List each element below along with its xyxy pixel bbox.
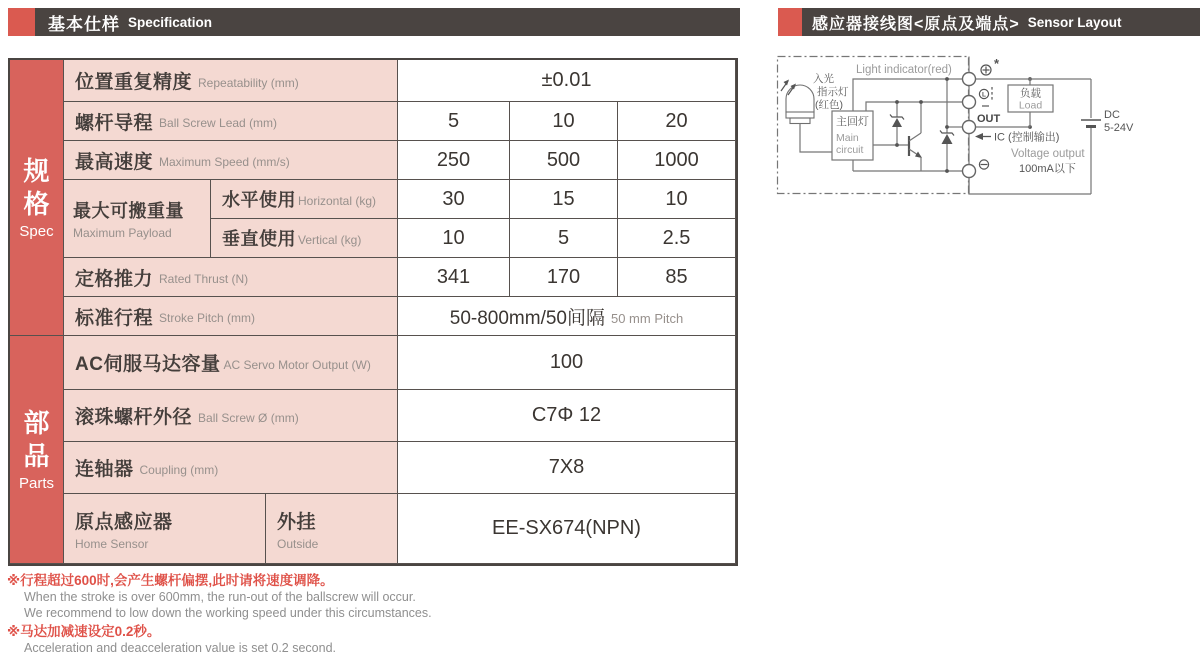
row-coupling-label <box>64 442 398 494</box>
section-parts <box>10 336 64 564</box>
note-1-zh: ※行程超过600时,会产生螺杆偏摆,此时请将速度调降。 <box>7 573 334 588</box>
value-coupling: 7X8 <box>398 442 736 494</box>
value-speed-3: 1000 <box>618 141 736 180</box>
value-speed-2: 500 <box>510 141 618 180</box>
row-thrust-en: Rated Thrust (N) <box>159 272 249 286</box>
transistor-icon <box>909 102 922 171</box>
row-home-sensor-en: Home Sensor <box>75 536 149 551</box>
row-repeatability-label <box>64 60 398 102</box>
dc-label-line2: 5-24V <box>1104 122 1134 134</box>
voltage-output-label: Voltage output <box>1011 148 1085 160</box>
internal-wiring <box>853 79 963 171</box>
row-payload-horizontal-zh: 水平使用 <box>222 190 296 210</box>
row-payload-en: Maximum Payload <box>73 226 172 240</box>
section-parts-zh: 部品 <box>23 408 50 471</box>
row-thrust-zh: 定格推力 <box>75 268 154 290</box>
row-lead-label <box>64 102 398 141</box>
value-screw-od: C7Φ 12 <box>398 390 736 442</box>
row-payload-zh: 最大可搬重量 <box>73 201 184 221</box>
header-accent-square <box>8 8 35 36</box>
zener-diode-icon <box>940 79 954 171</box>
row-payload-vertical-zh: 垂直使用 <box>222 229 296 249</box>
row-lead-zh: 螺杆导程 <box>75 112 154 134</box>
l-terminal-letter: L <box>982 91 986 99</box>
value-stroke <box>398 297 736 336</box>
value-thrust-3: 85 <box>618 258 736 297</box>
value-payload-h-2: 15 <box>510 180 618 219</box>
note-1-en-2: We recommend to low down the working speed under this circumstances. <box>24 606 432 620</box>
row-home-sensor-label <box>64 494 266 564</box>
row-motor-zh: AC伺服马达容量 <box>75 354 221 375</box>
minus-terminal-icon <box>979 160 988 169</box>
value-payload-h-3: 10 <box>618 180 736 219</box>
value-stroke-en: 50 mm Pitch <box>610 310 684 326</box>
note-1-en-1: When the stroke is over 600mm, the run-out of the ballscrew will occur. <box>24 590 416 604</box>
row-stroke-en: Stroke Pitch (mm) <box>159 311 256 325</box>
section-parts-en: Parts <box>18 475 54 492</box>
section-spec-en: Spec <box>19 223 54 240</box>
section-spec-zh: 规格 <box>23 156 50 219</box>
value-lead-2: 10 <box>510 102 618 141</box>
value-stroke-main: 50-800mm/50间隔 <box>449 307 605 329</box>
value-payload-v-2: 5 <box>510 219 618 258</box>
value-payload-v-3: 2.5 <box>618 219 736 258</box>
header-accent-square <box>778 8 802 36</box>
row-payload-horizontal-label <box>211 180 398 219</box>
row-speed-zh: 最高速度 <box>75 151 154 173</box>
row-repeatability-en: Repeatability (mm) <box>198 75 299 90</box>
value-speed-1: 250 <box>398 141 510 180</box>
specification-table <box>8 58 738 566</box>
row-home-sensor-zh: 原点感应器 <box>75 511 173 533</box>
light-indicator-zh-line1: 入光 <box>813 73 834 85</box>
note-2-en: Acceleration and deacceleration value is set 0.2 second. <box>24 641 336 655</box>
value-payload-h-1: 30 <box>398 180 510 219</box>
value-lead-3: 20 <box>618 102 736 141</box>
main-circuit-en-1: Main <box>836 132 859 144</box>
row-mount-label <box>266 494 398 564</box>
row-payload-label <box>64 180 211 258</box>
value-thrust-1: 341 <box>398 258 510 297</box>
sensor-wiring-diagram <box>770 50 1200 200</box>
spec-header-title-en: Specification <box>128 14 213 30</box>
row-payload-vertical-en: Vertical (kg) <box>298 233 362 247</box>
row-screw-od-label <box>64 390 398 442</box>
plus-terminal-icon <box>981 65 991 75</box>
row-motor-label <box>64 336 398 390</box>
value-motor: 100 <box>398 336 736 390</box>
incident-light-arrows-icon <box>781 80 796 96</box>
row-payload-horizontal-en: Horizontal (kg) <box>298 194 377 208</box>
row-stroke-label <box>64 297 398 336</box>
spec-header-title-zh: 基本仕样 <box>48 14 120 34</box>
ic-arrow-icon <box>975 133 991 140</box>
row-screw-od-en: Ball Screw Ø (mm) <box>198 410 299 425</box>
current-limit-label: 100mA以下 <box>1019 163 1076 175</box>
footnotes <box>7 572 432 656</box>
row-speed-label <box>64 141 398 180</box>
row-repeatability-zh: 位置重复精度 <box>75 72 193 93</box>
light-indicator-zh-line2: 指示灯 <box>817 86 849 98</box>
row-screw-od-zh: 滚珠螺杆外径 <box>75 407 193 428</box>
main-circuit-zh: 主回灯 <box>836 116 869 128</box>
value-thrust-2: 170 <box>510 258 618 297</box>
battery-icon <box>1081 120 1101 127</box>
load-zh: 负载 <box>1020 87 1041 100</box>
main-circuit-en-2: circuit <box>836 144 864 156</box>
value-lead-1: 5 <box>398 102 510 141</box>
value-home-sensor: EE-SX674(NPN) <box>398 494 736 564</box>
value-repeatability: ±0.01 <box>398 60 736 102</box>
row-speed-en: Maximum Speed (mm/s) <box>159 155 290 169</box>
load-en: Load <box>1018 99 1043 112</box>
row-coupling-zh: 连轴器 <box>75 459 134 480</box>
light-indicator-en-label: Light indicator(red) <box>856 64 952 76</box>
asterisk-mark: * <box>994 56 1000 71</box>
row-stroke-zh: 标准行程 <box>75 307 154 329</box>
light-indicator-zh-line3: (红色) <box>815 99 843 111</box>
sensor-header-bar <box>778 8 1200 36</box>
value-payload-v-1: 10 <box>398 219 510 258</box>
row-mount-zh: 外挂 <box>277 511 317 533</box>
note-2-zh: ※马达加减速设定0.2秒。 <box>7 624 161 639</box>
row-thrust-label <box>64 258 398 297</box>
row-lead-en: Ball Screw Lead (mm) <box>159 116 278 130</box>
row-mount-en: Outside <box>277 536 319 551</box>
row-payload-vertical-label <box>211 219 398 258</box>
sensor-header-title-en: Sensor Layout <box>1027 14 1122 30</box>
ic-output-label: IC (控制输出) <box>994 131 1060 144</box>
row-motor-en: AC Servo Motor Output (W) <box>223 357 371 372</box>
zener-diode-icon <box>890 102 904 145</box>
sensor-header-title-zh: 感应器接线图<原点及端点> <box>812 15 1020 33</box>
row-coupling-en: Coupling (mm) <box>139 462 219 477</box>
dc-label-line1: DC <box>1104 109 1120 121</box>
out-terminal-label: OUT <box>977 113 1001 125</box>
spec-header-bar <box>8 8 740 36</box>
section-spec <box>10 60 64 336</box>
